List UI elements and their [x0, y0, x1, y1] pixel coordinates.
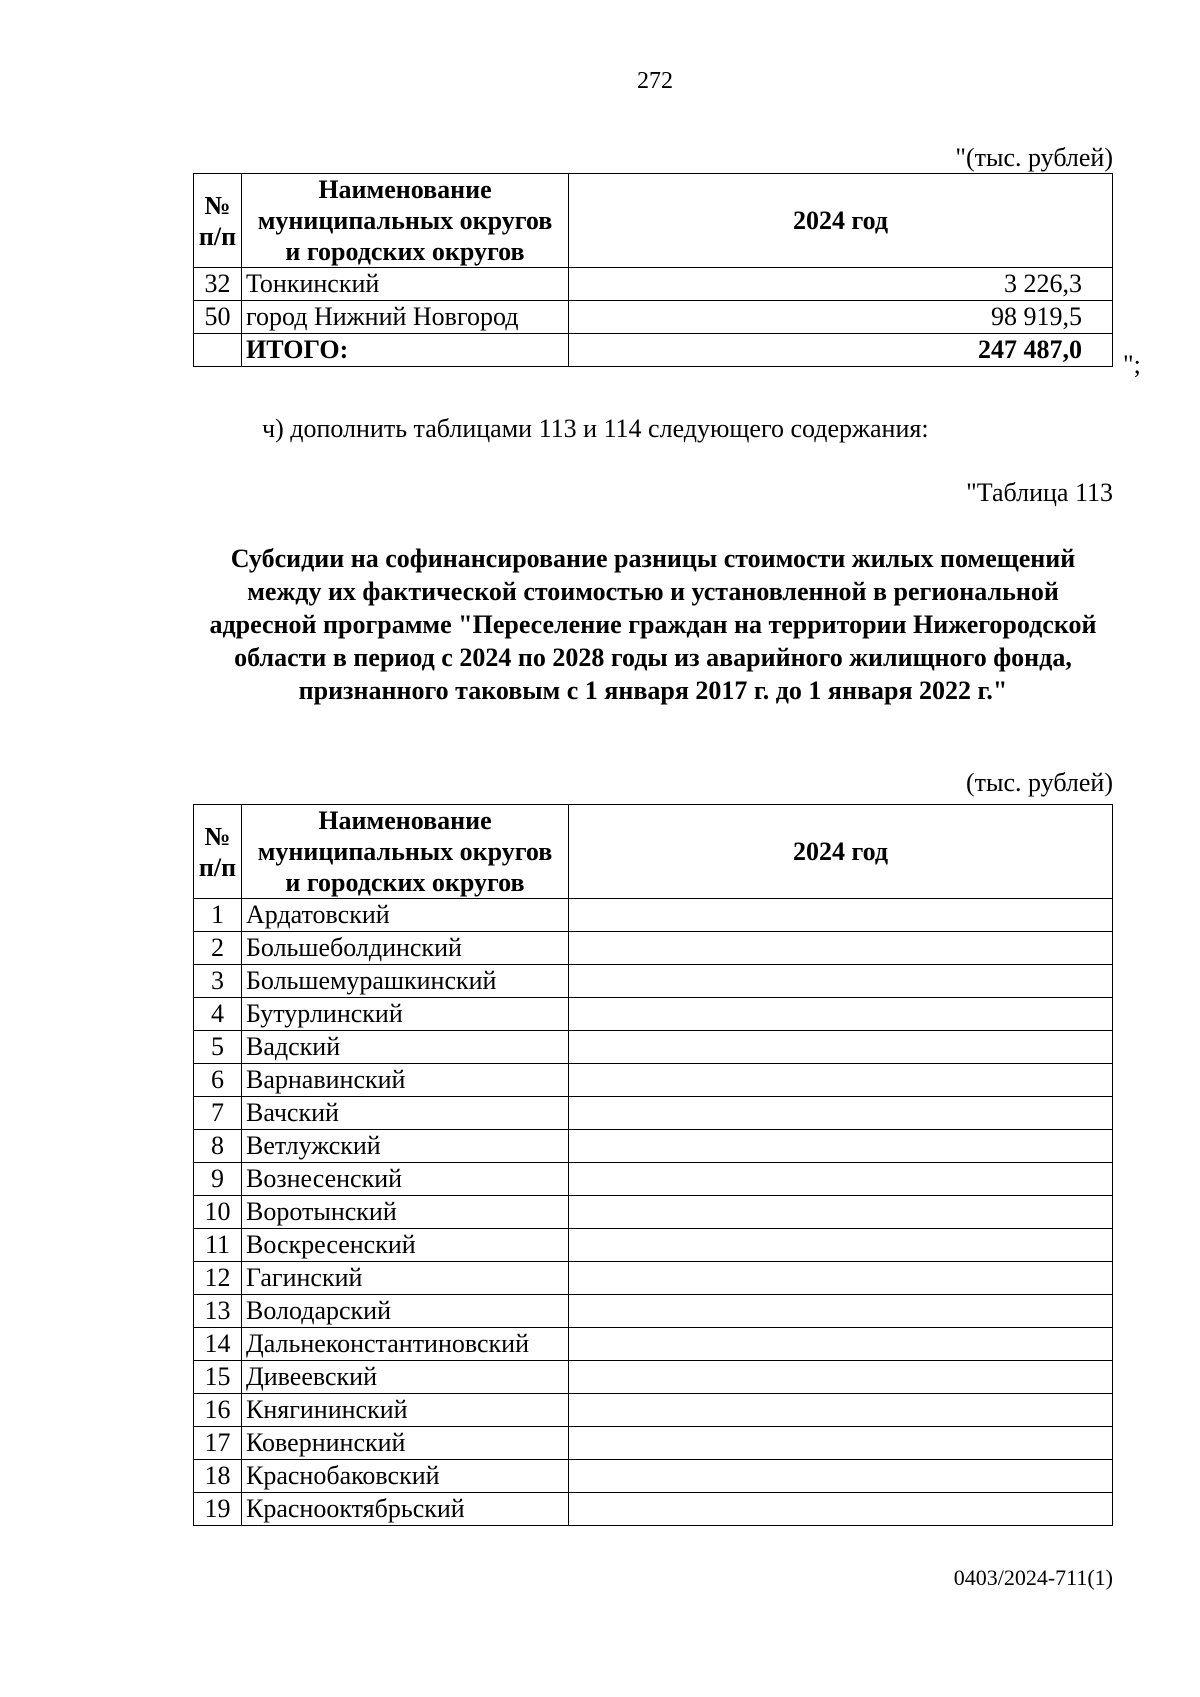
header-num-line: №: [204, 821, 231, 851]
table-row: [194, 1493, 1113, 1526]
row-number: 12: [194, 1262, 242, 1295]
row-value: [569, 1031, 1113, 1064]
row-number: 17: [194, 1427, 242, 1460]
row-number: 6: [194, 1064, 242, 1097]
row-value: [569, 965, 1113, 998]
row-value: 98 919,5: [569, 301, 1113, 334]
table-row: [194, 1229, 1113, 1262]
row-name: Краснооктябрьский: [242, 1493, 569, 1526]
header-name-line: муниципальных округов: [257, 206, 553, 235]
row-name: Вознесенский: [242, 1163, 569, 1196]
table-row: [194, 998, 1113, 1031]
total-row: [194, 334, 1113, 367]
header-num: [194, 805, 242, 899]
row-name: Вачский: [242, 1097, 569, 1130]
header-name: [242, 174, 569, 268]
row-value: [569, 1163, 1113, 1196]
row-number: 11: [194, 1229, 242, 1262]
amendment-paragraph: ч) дополнить таблицами 113 и 114 следующего содержания:: [262, 414, 929, 443]
row-value: [569, 1394, 1113, 1427]
table-row: [194, 1130, 1113, 1163]
table1-units-label: "(тыс. рублей): [955, 143, 1113, 172]
row-number: 3: [194, 965, 242, 998]
row-number: 32: [194, 268, 242, 301]
row-name: Ардатовский: [242, 899, 569, 932]
row-value: [569, 932, 1113, 965]
row-name: город Нижний Новгород: [242, 301, 569, 334]
row-name: Гагинский: [242, 1262, 569, 1295]
table1: [193, 173, 1113, 367]
row-name: Большемурашкинский: [242, 965, 569, 998]
row-value: [569, 1064, 1113, 1097]
row-value: 3 226,3: [569, 268, 1113, 301]
row-value: [569, 1097, 1113, 1130]
row-number: 2: [194, 932, 242, 965]
row-number: 14: [194, 1328, 242, 1361]
header-num-line: п/п: [198, 221, 237, 251]
table-row: [194, 1295, 1113, 1328]
page-number: 272: [637, 68, 673, 94]
table2-header-row: [194, 805, 1113, 899]
row-name: Княгининский: [242, 1394, 569, 1427]
table-row: [194, 899, 1113, 932]
row-value: [569, 1328, 1113, 1361]
header-year: 2024 год: [569, 174, 1113, 268]
header-name-line: Наименование: [318, 175, 492, 204]
row-name: Тонкинский: [242, 268, 569, 301]
row-number: 9: [194, 1163, 242, 1196]
table1-body: [194, 268, 1113, 367]
table1-header-row: [194, 174, 1113, 268]
header-name-line: муниципальных округов: [257, 837, 553, 866]
table-row: [194, 932, 1113, 965]
row-number: 18: [194, 1460, 242, 1493]
header-num-line: №: [204, 190, 231, 220]
table-row: [194, 1361, 1113, 1394]
table-row: [194, 1031, 1113, 1064]
header-num: [194, 174, 242, 268]
row-value: [569, 899, 1113, 932]
table-row: [194, 1262, 1113, 1295]
row-number: 16: [194, 1394, 242, 1427]
total-num-cell: [194, 334, 242, 367]
row-number: 10: [194, 1196, 242, 1229]
table-113-label: "Таблица 113: [966, 478, 1113, 507]
row-name: Ветлужский: [242, 1130, 569, 1163]
table-row: [194, 1097, 1113, 1130]
row-number: 4: [194, 998, 242, 1031]
row-value: [569, 1361, 1113, 1394]
header-num-line: п/п: [198, 852, 237, 882]
row-name: Вадский: [242, 1031, 569, 1064]
row-number: 13: [194, 1295, 242, 1328]
table-row: [194, 268, 1113, 301]
row-name: Варнавинский: [242, 1064, 569, 1097]
table-row: [194, 1163, 1113, 1196]
document-code: 0403/2024-711(1): [953, 1565, 1113, 1590]
header-name: [242, 805, 569, 899]
total-value: 247 487,0: [569, 334, 1113, 367]
row-number: 1: [194, 899, 242, 932]
row-value: [569, 1229, 1113, 1262]
row-name: Воротынский: [242, 1196, 569, 1229]
row-name: Володарский: [242, 1295, 569, 1328]
row-value: [569, 1262, 1113, 1295]
table-row: [194, 1427, 1113, 1460]
row-number: 5: [194, 1031, 242, 1064]
row-value: [569, 1493, 1113, 1526]
row-value: [569, 1460, 1113, 1493]
row-number: 7: [194, 1097, 242, 1130]
header-name-line: Наименование: [318, 806, 492, 835]
table-row: [194, 1460, 1113, 1493]
table2: [193, 804, 1113, 1526]
row-value: [569, 998, 1113, 1031]
table1-closing-mark: ";: [1123, 350, 1141, 379]
row-value: [569, 1196, 1113, 1229]
table2-body: [194, 899, 1113, 1526]
row-name: Дальнеконстантиновский: [242, 1328, 569, 1361]
table-row: [194, 1394, 1113, 1427]
table-113-title: Субсидии на софинансирование разницы стоимости жилых помещений между их фактической стоимостью и установленной в региональной адресной программе "Переселение граждан на территории Нижегородской области в период с 2024 по 2028 годы из аварийного жилищного фонда, признанного таковым с 1 января 2017 г. до 1 января 2022 г.": [209, 544, 1097, 705]
row-name: Краснобаковский: [242, 1460, 569, 1493]
header-name-line: и городских округов: [285, 237, 525, 266]
row-name: Воскресенский: [242, 1229, 569, 1262]
table-row: [194, 1328, 1113, 1361]
total-label: ИТОГО:: [242, 334, 569, 367]
row-value: [569, 1295, 1113, 1328]
row-name: Большеболдинский: [242, 932, 569, 965]
header-name-line: и городских округов: [285, 868, 525, 897]
row-number: 50: [194, 301, 242, 334]
table-row: [194, 965, 1113, 998]
table-row: [194, 301, 1113, 334]
row-number: 15: [194, 1361, 242, 1394]
row-value: [569, 1130, 1113, 1163]
row-name: Дивеевский: [242, 1361, 569, 1394]
row-value: [569, 1427, 1113, 1460]
row-name: Бутурлинский: [242, 998, 569, 1031]
row-number: 8: [194, 1130, 242, 1163]
header-year: 2024 год: [569, 805, 1113, 899]
row-number: 19: [194, 1493, 242, 1526]
table-row: [194, 1064, 1113, 1097]
table2-units-label: (тыс. рублей): [965, 768, 1113, 797]
table-row: [194, 1196, 1113, 1229]
row-name: Ковернинский: [242, 1427, 569, 1460]
